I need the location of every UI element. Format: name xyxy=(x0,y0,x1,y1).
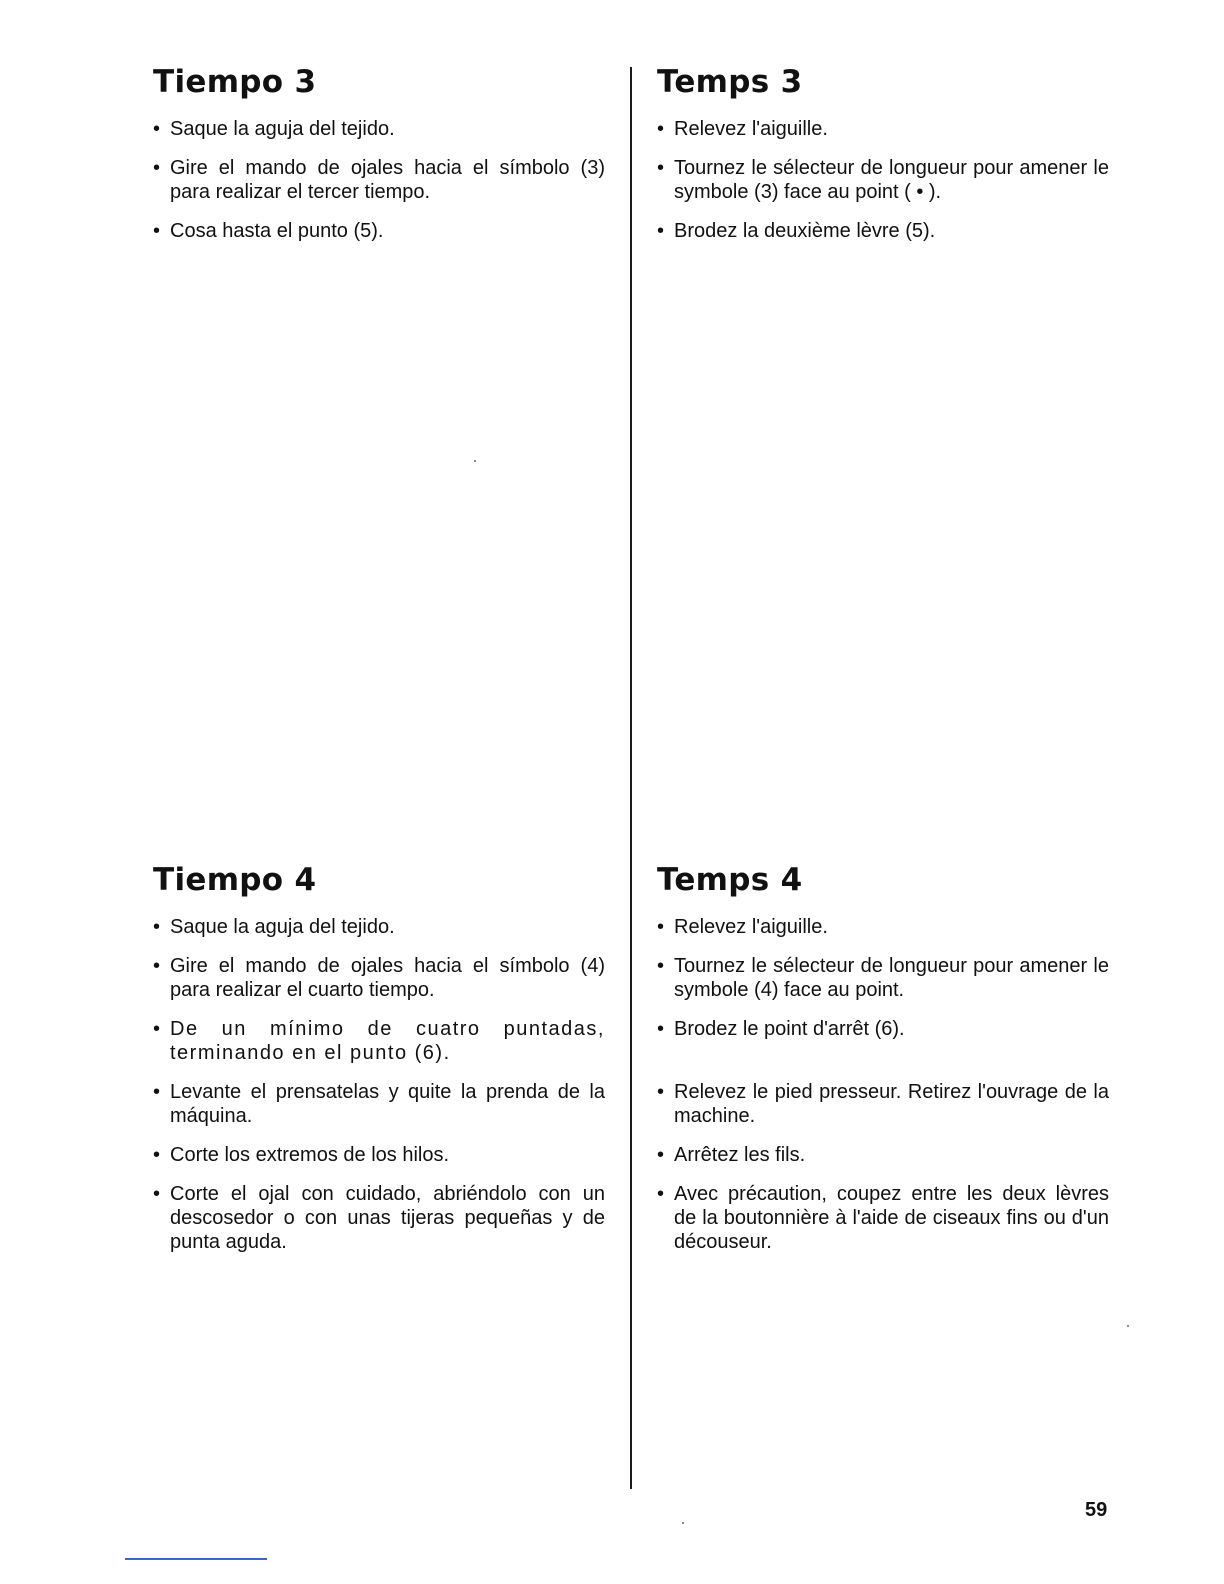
list-item: • Arrêtez les fils. xyxy=(657,1143,1109,1167)
list-item: • Brodez la deuxième lèvre (5). xyxy=(657,219,1109,243)
french-step4-section xyxy=(657,858,1109,1269)
list-item: • Tournez le sélecteur de longueur pour amener le symbole (4) face au point. xyxy=(657,954,1109,1002)
list-item: • Corte el ojal con cuidado, abriéndolo con un descosedor o con unas tijeras pequeñas y de punta aguda. xyxy=(153,1182,605,1254)
list-item: • Relevez le pied presseur. Retirez l'ouvrage de la machine. xyxy=(657,1080,1109,1128)
spanish-step4-title: Tiempo 4 xyxy=(153,862,317,898)
scan-speck xyxy=(474,460,476,462)
list-item: • Saque la aguja del tejido. xyxy=(153,117,605,141)
spanish-step3-list xyxy=(153,117,605,243)
list-item: • Brodez le point d'arrêt (6). xyxy=(657,1017,1109,1041)
list-item: • Gire el mando de ojales hacia el símbolo (4) para realizar el cuarto tiempo. xyxy=(153,954,605,1002)
list-item: • Tournez le sélecteur de longueur pour amener le symbole (3) face au point ( • ). xyxy=(657,156,1109,204)
list-item: • Cosa hasta el punto (5). xyxy=(153,219,605,243)
spanish-step3-section xyxy=(153,60,605,258)
spanish-step3-title: Tiempo 3 xyxy=(153,64,317,100)
list-item: • Levante el prensatelas y quite la prenda de la máquina. xyxy=(153,1080,605,1128)
list-item: • Avec précaution, coupez entre les deux lèvres de la boutonnière à l'aide de ciseaux fins ou d'un découseur. xyxy=(657,1182,1109,1254)
list-item: • De un mínimo de cuatro puntadas, terminando en el punto (6). xyxy=(153,1017,605,1065)
french-step4-title: Temps 4 xyxy=(657,862,803,898)
list-item: • Gire el mando de ojales hacia el símbolo (3) para realizar el tercer tiempo. xyxy=(153,156,605,204)
spanish-step4-list xyxy=(153,915,605,1254)
list-item: • Saque la aguja del tejido. xyxy=(153,915,605,939)
scan-speck xyxy=(682,1522,684,1524)
list-item: • Corte los extremos de los hilos. xyxy=(153,1143,605,1167)
footer-rule xyxy=(125,1558,267,1560)
list-item: • Relevez l'aiguille. xyxy=(657,117,1109,141)
page-number: 59 xyxy=(1085,1499,1108,1521)
list-item: • Relevez l'aiguille. xyxy=(657,915,1109,939)
french-step4-list xyxy=(657,915,1109,1254)
spanish-step4-section xyxy=(153,858,605,1269)
french-step3-list xyxy=(657,117,1109,243)
french-step3-section xyxy=(657,60,1109,258)
scan-speck xyxy=(1127,1325,1129,1327)
french-step3-title: Temps 3 xyxy=(657,64,803,100)
column-divider xyxy=(630,67,632,1489)
